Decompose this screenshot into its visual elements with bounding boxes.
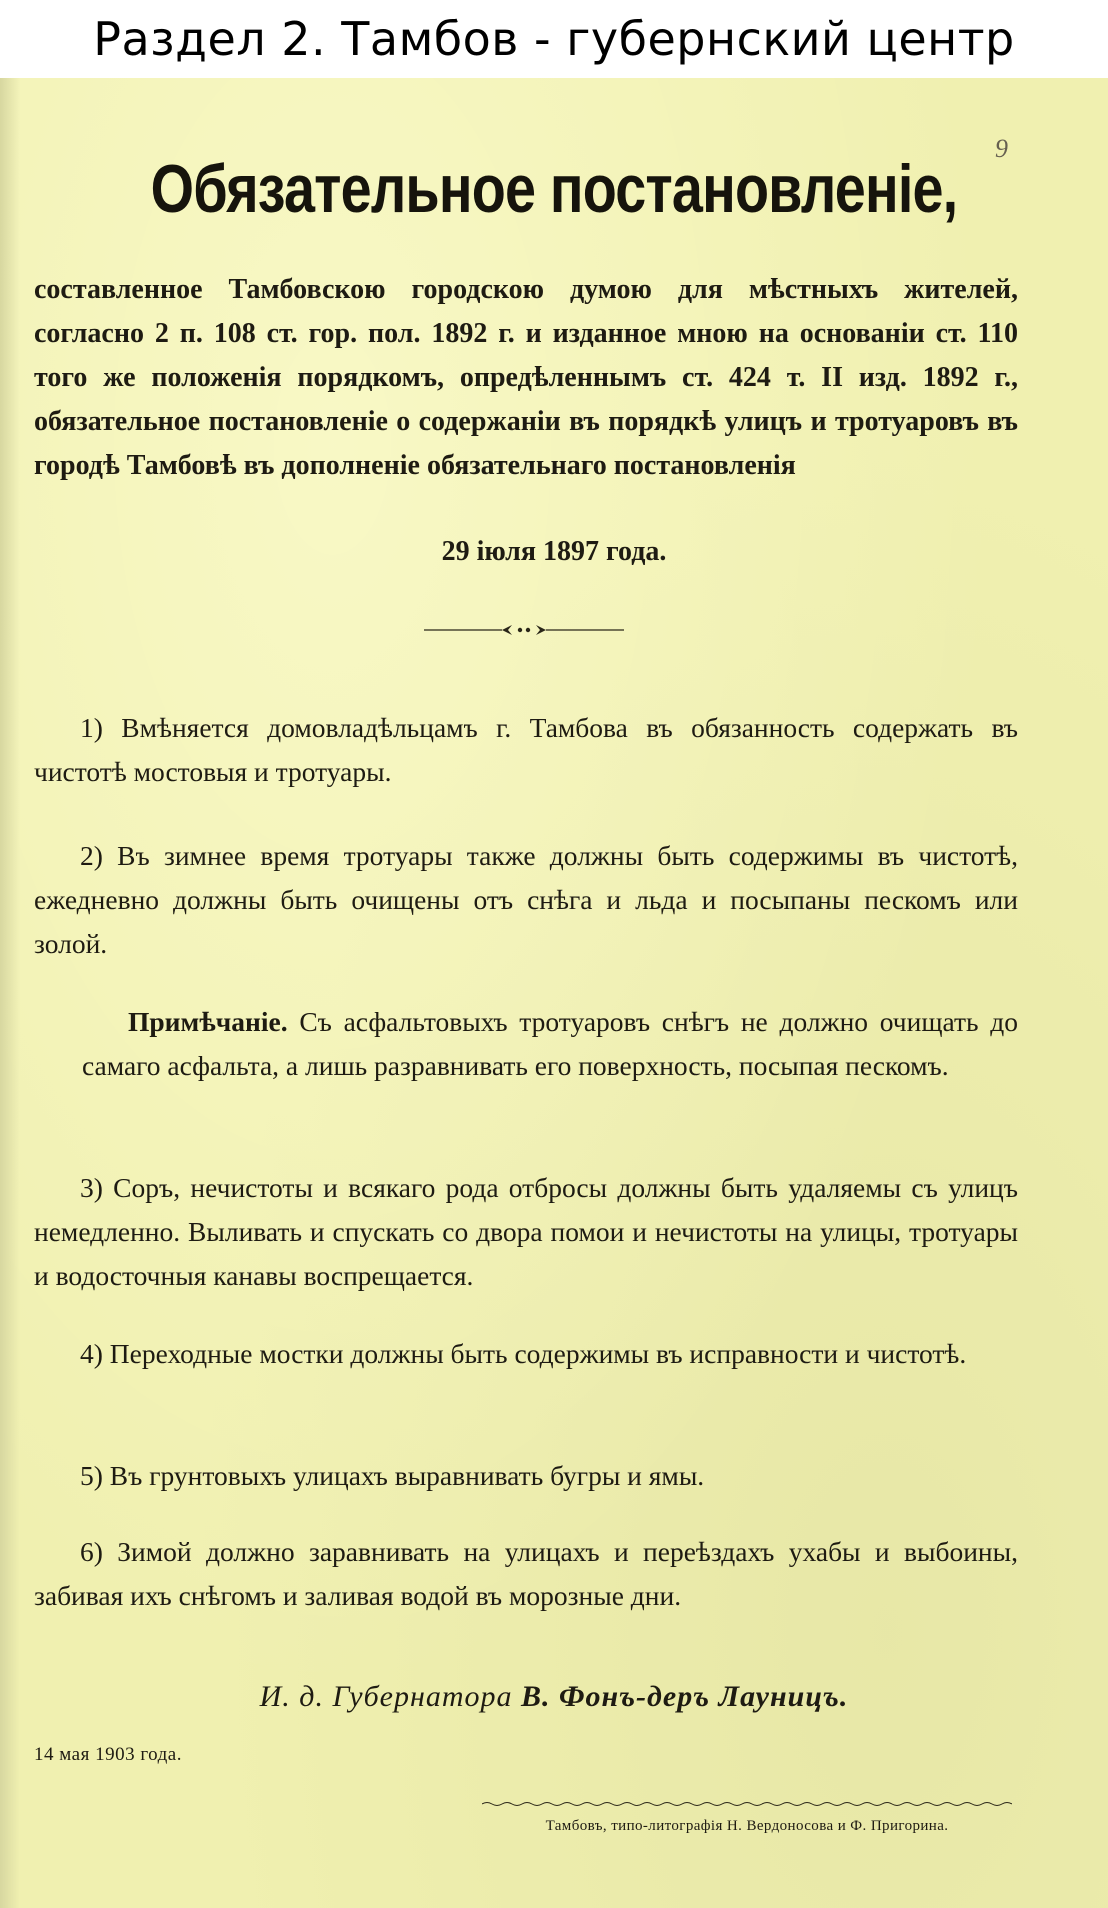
preamble-date: 29 іюля 1897 года.	[441, 536, 667, 567]
note-text: Съ асфальтовыхъ тротуаровъ снѣгъ не должно очищать до самаго асфальта, а лишь разравнивать его поверхность, посыпая пескомъ.	[82, 1006, 1019, 1081]
page-edge-shadow	[0, 78, 20, 1908]
printer-imprint: Тамбовъ, типо-литографія Н. Вердоносова и Ф. Пригорина.	[545, 1818, 949, 1834]
paragraph-2: 2) Въ зимнее время тротуары также должны быть содержимы въ чистотѣ, ежедневно должны быть очищены отъ снѣга и льда и посыпаны пескомъ или золой.	[34, 840, 1018, 959]
document-sheet	[0, 78, 1108, 1908]
document-title: Обязательное постановленіе,	[150, 151, 958, 227]
signature	[0, 1680, 1108, 1714]
paragraph-4: 4) Переходные мостки должны быть содержимы въ исправности и чистотѣ.	[80, 1338, 967, 1369]
printer-rule	[482, 1800, 1012, 1808]
note-label: Примѣчаніе.	[128, 1006, 288, 1037]
note	[82, 1000, 1018, 1088]
page-number: 9	[995, 134, 1008, 163]
paragraph-6: 6) Зимой должно заравнивать на улицахъ и переѣздахъ ухабы и выбоины, забивая ихъ снѣгомъ и заливая водой въ морозные дни.	[34, 1536, 1018, 1611]
ornament-divider	[424, 620, 624, 640]
preamble: составленное Тамбовскою городскою думою для мѣстныхъ жителей, согласно 2 п. 108 ст. гор. пол. 1892 г. и изданное мною на основаніи ст. 110 того же положенія порядкомъ, опредѣленнымъ ст. 424 т. II изд. 1892 г., обязательное постановленіе о содержаніи въ порядкѣ улицъ и тротуаровъ въ городѣ Тамбовѣ въ дополненіе обязательнаго постановленія	[34, 274, 1018, 481]
paragraph-3: 3) Соръ, нечистоты и всякаго рода отбросы должны быть удаляемы съ улицъ немедленно. Выливать и спускать со двора помои и нечистоты на улицы, тротуары и водосточныя канавы воспрещается.	[34, 1172, 1018, 1291]
signature-name: В. Фонъ-деръ Лауницъ.	[521, 1680, 849, 1713]
paragraph-5: 5) Въ грунтовыхъ улицахъ выравнивать бугры и ямы.	[80, 1460, 705, 1491]
signature-prefix: И. д. Губернатора	[259, 1680, 513, 1713]
page-heading: Раздел 2. Тамбов - губернский центр	[0, 0, 1108, 78]
document-date: 14 мая 1903 года.	[34, 1744, 182, 1765]
paragraph-1: 1) Вмѣняется домовладѣльцамъ г. Тамбова въ обязанность содержать въ чистотѣ мостовыя и тротуары.	[34, 712, 1018, 787]
